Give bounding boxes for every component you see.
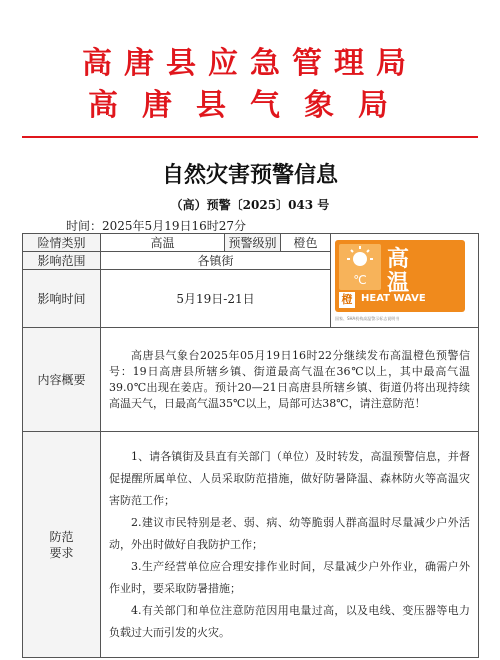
measures-label-line-1: 防范 xyxy=(49,529,74,544)
warning-signal xyxy=(331,236,478,326)
issue-time xyxy=(66,217,246,234)
measures-label-line-2: 要求 xyxy=(49,545,74,560)
hazard-type-label: 险情类别 xyxy=(23,234,101,252)
impact-time-value: 5月19日-21日 xyxy=(101,270,331,328)
measures-list xyxy=(101,432,479,658)
warning-level-label: 预警级别 xyxy=(225,234,281,252)
content-summary-label: 内容概要 xyxy=(23,328,101,432)
svg-text:℃: ℃ xyxy=(353,272,367,287)
document-title: 自然灾害预警信息 xyxy=(161,162,338,188)
agency-name-emergency: 高唐县应急管理局 xyxy=(82,46,418,81)
signal-note: 国家、SHA机构高温警示标志说明书 xyxy=(335,315,400,321)
issue-time-label: 时间： xyxy=(66,219,103,233)
measure-item: 2.建议市民特别是老、弱、病、幼等脆弱人群高温时尽量减少户外活动，外出时做好自我防护工作； xyxy=(109,515,470,551)
hazard-type-value: 高温 xyxy=(101,234,225,252)
measure-item: 4.有关部门和单位注意防范因用电量过高，以及电线、变压器等电力负载过大而引发的火灾。 xyxy=(109,603,470,639)
document-number: （高）预警〔2025〕043 号 xyxy=(170,198,330,212)
red-divider xyxy=(22,136,478,138)
thermometer-sun-icon xyxy=(339,244,381,290)
measure-item: 3.生产经营单位应合理安排作业时间，尽量减少户外作业，确需户外作业时，要采取防暑措施； xyxy=(109,559,470,595)
content-summary-paragraph: 高唐县气象台2025年05月19日16时22分继续发布高温橙色预警信号：19日高唐县所辖乡镇、街道最高气温在36℃以上，其中最高气温39.0℃出现在姜店。预计20—21日高唐县所辖乡镇、街道仍将出现持续高温天气，日最高气温35℃以上，局部可达38℃，请注意防范！ xyxy=(109,348,470,410)
measures-label xyxy=(23,432,101,658)
heat-warning-signal xyxy=(335,240,465,312)
signal-char-temp: 温 xyxy=(387,270,410,296)
issue-time-value: 2025年5月19日16时27分 xyxy=(102,219,246,233)
content-summary-text xyxy=(101,328,479,432)
warning-table xyxy=(22,233,479,658)
signal-char-high: 高 xyxy=(387,246,410,272)
measure-item: 1、请各镇街及县直有关部门（单位）及时转发，高温预警信息，并督促提醒所属单位、人员采取防范措施，做好防暑降温、森林防火等高温灾害防范工作； xyxy=(109,449,470,507)
agency-name-meteorology: 高唐县气象局 xyxy=(88,88,412,123)
warning-signal-cell xyxy=(331,234,479,328)
impact-time-label: 影响时间 xyxy=(23,270,101,328)
signal-level-badge: 橙 xyxy=(339,292,355,308)
scope-label: 影响范围 xyxy=(23,252,101,270)
warning-level-value: 橙色 xyxy=(281,234,331,252)
signal-english: HEAT WAVE xyxy=(361,292,426,304)
scope-value: 各镇街 xyxy=(101,252,331,270)
